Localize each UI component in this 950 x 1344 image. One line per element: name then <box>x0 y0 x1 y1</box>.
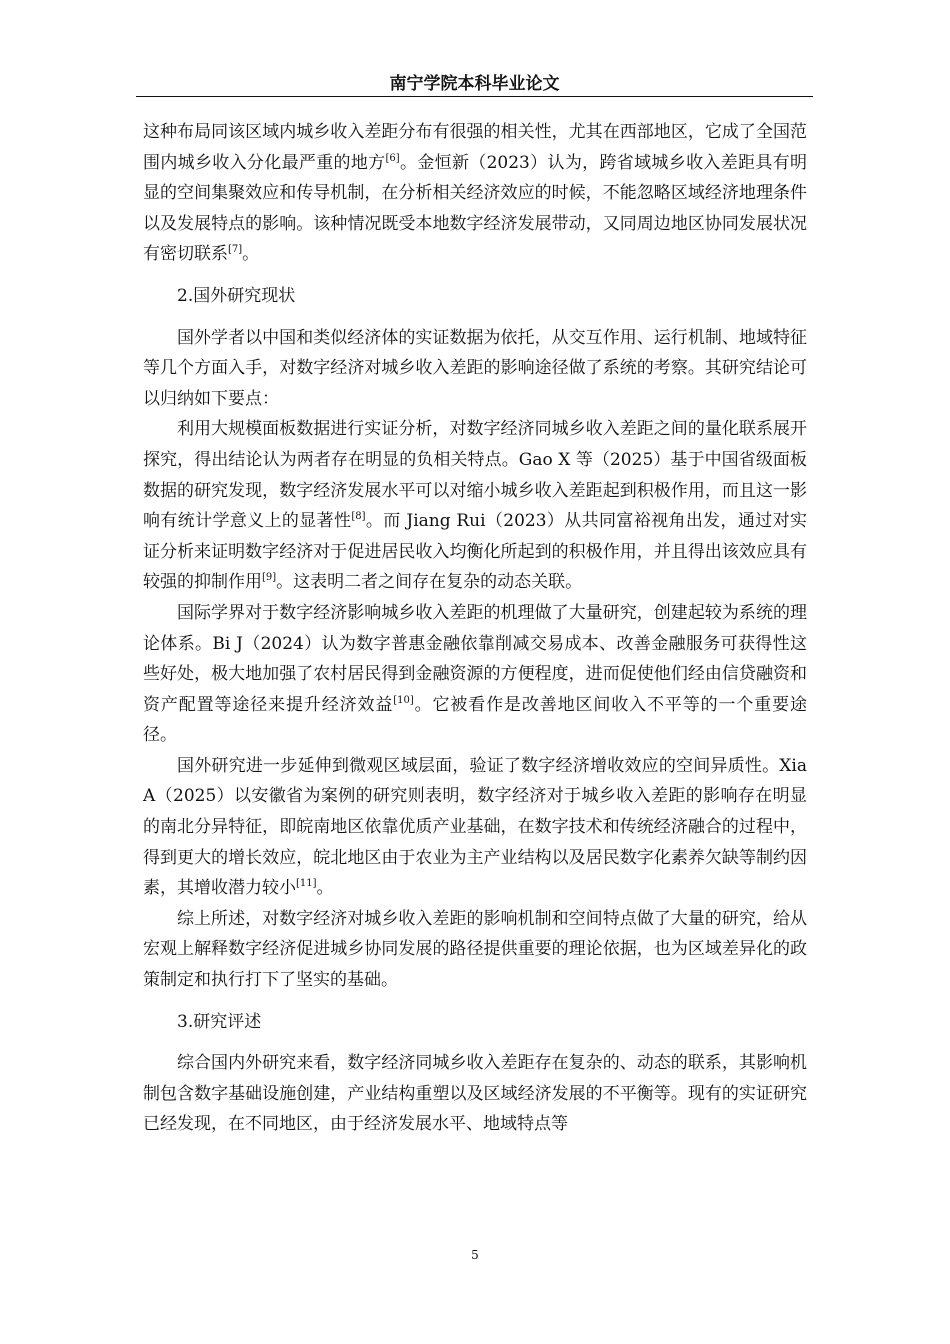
paragraph-mechanism <box>143 598 807 751</box>
paragraph-intro <box>143 323 807 415</box>
paragraph-empirical <box>143 414 807 598</box>
paragraph-text: 国外学者以中国和类似经济体的实证数据为依托，从交互作用、运行机制、地域特征等几个方面入手，对数字经济对城乡收入差距的影响途径做了系统的考察。其研究结论可以归纳如下要点： <box>143 327 807 409</box>
header-divider <box>136 96 813 97</box>
section-heading-foreign-research: 2.国外研究现状 <box>177 285 296 306</box>
paragraph-text: 国际学界对于数字经济影响城乡收入差距的机理做了大量研究，创建起较为系统的理论体系。Bi J（2024）认为数字普惠金融依靠削减交易成本、改善金融服务可获得性这些好处，极大地加强了农村居民得到金融资源的方便程度，进而促使他们经由信贷融资和资产配置等途径来提升经济效益 <box>143 602 807 715</box>
paragraph-text: 。它被看作是改善地区间收入不平等的一个重要途径。 <box>143 694 808 746</box>
paragraph-text: 利用大规模面板数据进行实证分析，对数字经济同城乡收入差距之间的量化联系展开探究，得出结论认为两者存在明显的负相关特点。Gao X 等（2025）基于中国省级面板数据的研究发现，数字经济发展水平可以对缩小城乡收入差距起到积极作用，而且这一影响有统计学意义上的显著性 <box>143 419 807 532</box>
paragraph-continuation <box>143 117 807 270</box>
page-number: 5 <box>471 1248 479 1262</box>
paragraph-text: 国外研究进一步延伸到微观区域层面，验证了数字经济增收效应的空间异质性。Xia A（2025）以安徽省为案例的研究则表明，数字经济对于城乡收入差距的影响存在明显的南北分异特征，即皖南地区依靠优质产业基础，在数字技术和传统经济融合的过程中，得到更大的增长效应，皖北地区由于农业为主产业结构以及居民数字化素养欠缺等制约因素，其增收潜力较小 <box>143 755 807 899</box>
paragraph-review <box>143 1048 807 1140</box>
citation-11: [11] <box>296 878 317 890</box>
citation-10: [10] <box>393 694 414 706</box>
section-heading-review: 3.研究评述 <box>177 1011 262 1032</box>
paragraph-summary <box>143 904 807 996</box>
paragraph-regional <box>143 751 807 904</box>
citation-7: [7] <box>228 244 243 256</box>
body-text <box>143 117 807 1140</box>
paragraph-text: 综合国内外研究来看，数字经济同城乡收入差距存在复杂的、动态的联系，其影响机制包含数字基础设施创建，产业结构重塑以及区域经济发展的不平衡等。现有的实证研究已经发现，在不同地区，由于经济发展水平、地域特点等 <box>143 1053 807 1135</box>
citation-9: [9] <box>262 572 277 584</box>
paragraph-text: 这种布局同该区域内城乡收入差距分布有很强的相关性，尤其在西部地区，它成了全国范围内城乡收入分化最严重的地方 <box>143 122 807 173</box>
citation-8: [8] <box>351 511 366 523</box>
paragraph-text: 。金恒新（2023）认为，跨省域城乡收入差距具有明显的空间集聚效应和传导机制，在分析相关经济效应的时候，不能忽略区域经济地理条件以及发展特点的影响。该种情况既受本地数字经济发展带动，又同周边地区协同发展状况有密切联系 <box>143 152 808 265</box>
paragraph-text: 综上所述，对数字经济对城乡收入差距的影响机制和空间特点做了大量的研究，给从宏观上解释数字经济促进城乡协同发展的路径提供重要的理论依据，也为区域差异化的政策制定和执行打下了坚实的基础。 <box>143 908 807 991</box>
citation-6: [6] <box>385 152 400 164</box>
paragraph-text: 。 <box>316 878 334 899</box>
paragraph-text: 。而 Jiang Rui（2023）从共同富裕视角出发，通过对实证分析来证明数字经济对于促进居民收入均衡化所起到的积极作用，并且得出该效应具有较强的抑制作用 <box>143 511 807 593</box>
page-header-title: 南宁学院本科毕业论文 <box>389 74 560 94</box>
paragraph-text: 。这表明二者之间存在复杂的动态关联。 <box>276 572 583 593</box>
paragraph-text: 。 <box>242 244 260 265</box>
